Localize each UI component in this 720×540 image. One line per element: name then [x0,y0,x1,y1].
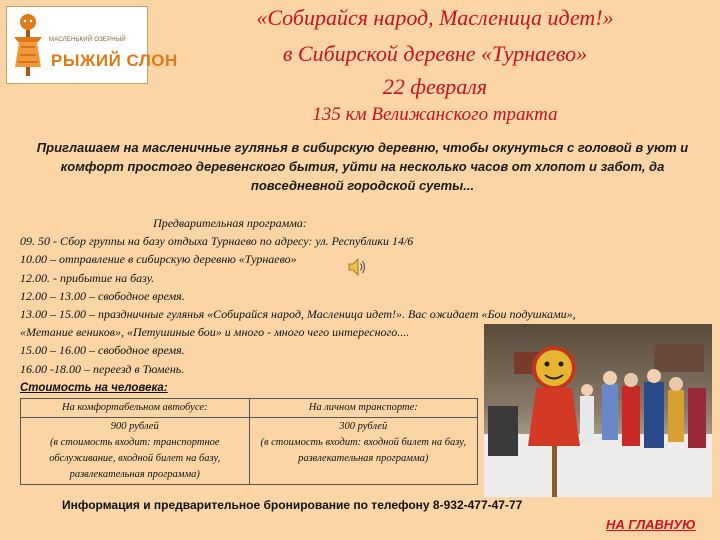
event-distance: 135 км Велижанского тракта [312,104,558,125]
program-item: «Метание веников», «Петушиные бои» и много - много чего интересного.... [20,325,410,340]
cost-table [20,398,478,485]
logo [6,6,178,84]
cost-details-bus: (в стоимость входит: транспортное обслуживание, входной билет на базу, развлекательная программа) [49,437,221,480]
intro-text: Приглашаем на масленичные гулянья в сибирскую деревню, чтобы окунуться с головой в уют и комфорт простого деревенского бытия, уйти на несколько часов от хлопот и забот, да повседневной городской суеты... [36,140,689,193]
program-item: 09. 50 - Сбор группы на базу отдыха Турнаево по адресу: ул. Республики 14/6 [20,234,414,249]
cost-cell-own-car [249,418,478,485]
cost-header-bus: На комфортабельном автобусе: [21,399,250,418]
program-heading: Предварительная программа: [153,216,307,230]
logo-subtitle: МАСЛЕНЬКИЙ ОЗЕРНЫЙ [49,37,126,43]
booking-contact: Информация и предварительное бронирование по телефону 8-932-477-47-77 [62,498,523,512]
program-item: 15.00 – 16.00 – свободное время. [20,343,185,358]
event-title: «Собирайся народ, Масленица идет!» [256,5,614,30]
program-item: 12.00 – 13.00 – свободное время. [20,288,185,303]
festival-photo [484,324,712,497]
cost-price-own-car: 300 рублей [339,421,388,432]
speaker-icon[interactable] [346,256,368,278]
cost-cell-bus [21,418,250,485]
cost-price-bus: 900 рублей [110,421,159,432]
program-item: 10.00 – отправление в сибирскую деревню «Турнаево» [20,252,297,267]
program-item: 16.00 -18.00 – переезд в Тюмень. [20,361,185,376]
logo-title: РЫЖИЙ СЛОН [51,51,178,70]
table-row [21,418,478,485]
program-item: 13.00 – 15.00 – праздничные гулянья «Собирайся народ, Масленица идет!». Вас ожидает «Бои подушками», [20,307,576,322]
cost-heading: Стоимость на человека: [20,382,168,394]
event-location: в Сибирской деревне «Турнаево» [282,41,588,66]
table-row [21,399,478,418]
scarecrow-logo-icon [11,11,45,79]
cost-details-own-car: (в стоимость входит: входной билет на базу, развлекательная программа) [260,437,467,464]
home-link[interactable]: НА ГЛАВНУЮ [606,517,696,532]
cost-header-own-car: На личном транспорте: [249,399,478,418]
program-item: 12.00. - прибытие на базу. [20,270,155,285]
event-date: 22 февраля [382,74,488,99]
